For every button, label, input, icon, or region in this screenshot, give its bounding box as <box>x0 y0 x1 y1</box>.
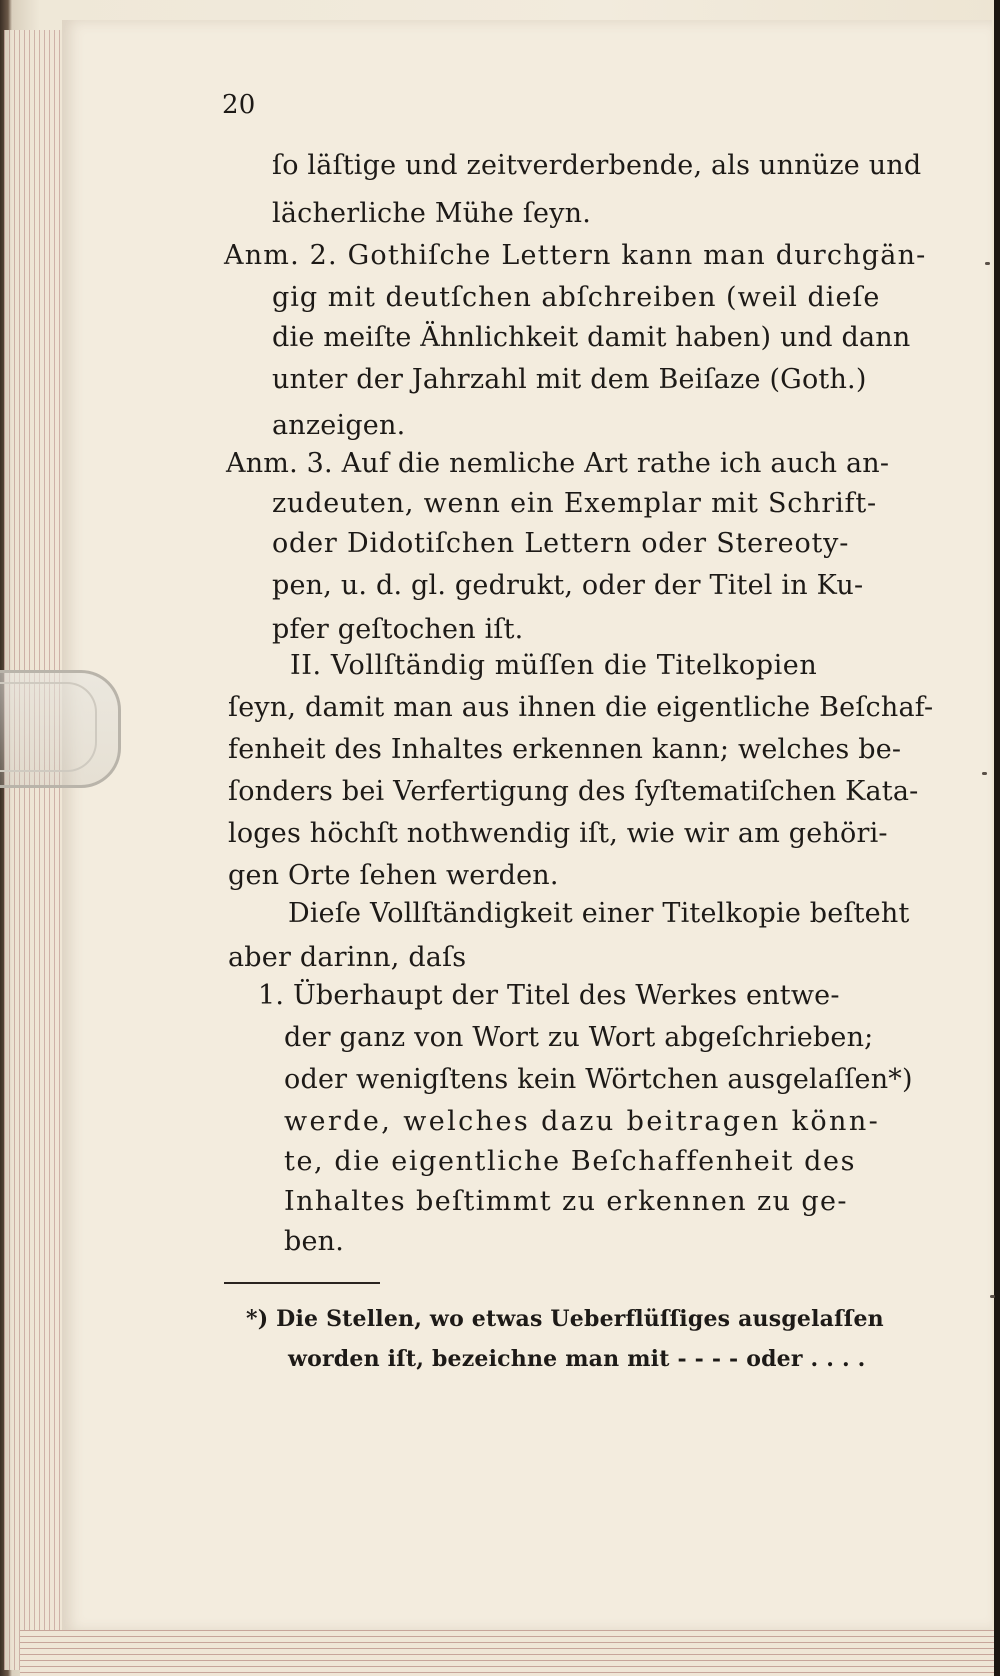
page-edges-bottom <box>20 1630 995 1676</box>
text-line: aber darinn, daſs <box>228 942 467 973</box>
text-line: unter der Jahrzahl mit dem Beiſaze (Goth.) <box>272 364 867 395</box>
text-line: die meiſte Ähnlichkeit damit haben) und dann <box>272 322 911 353</box>
paper-clip-inner <box>0 682 97 772</box>
paper-speck <box>990 1295 995 1298</box>
paper-speck <box>982 772 987 775</box>
text-line: gig mit deutſchen abſchreiben (weil dieſe <box>272 282 881 313</box>
footnote-line: *) Die Stellen, wo etwas Ueberflüſſiges ausgelaſſen <box>246 1306 884 1332</box>
text-line: gen Orte ſehen werden. <box>228 860 559 891</box>
page-edges-left <box>4 30 64 1670</box>
text-line: 1. Überhaupt der Titel des Werkes entwe- <box>258 980 840 1011</box>
text-line: oder wenigſtens kein Wörtchen ausgelaſſen*) <box>284 1064 913 1095</box>
paper-speck <box>985 262 990 265</box>
text-line: Dieſe Vollſtändigkeit einer Titelkopie beſteht <box>288 898 910 929</box>
text-line: loges höchſt nothwendig iſt, wie wir am gehöri- <box>228 818 888 849</box>
text-line: te, die eigentliche Beſchaffenheit des <box>284 1146 857 1177</box>
text-line: Inhaltes beſtimmt zu erkennen zu ge- <box>284 1186 848 1217</box>
text-line: ſo läſtige und zeitverderbende, als unnüze und <box>272 150 922 181</box>
text-line: oder Didotiſchen Lettern oder Stereoty- <box>272 528 850 559</box>
text-line: Anm. 3. Auf die nemliche Art rathe ich auch an- <box>226 448 890 479</box>
text-line: ben. <box>284 1226 345 1257</box>
text-line: fenheit des Inhaltes erkennen kann; welches be- <box>228 734 902 765</box>
footnote-divider <box>224 1282 380 1284</box>
text-line: anzeigen. <box>272 410 406 441</box>
text-line: pfer geſtochen iſt. <box>272 614 524 645</box>
footnote-line: worden iſt, bezeichne man mit - - - - oder . . . . <box>288 1346 866 1372</box>
text-line: lächerliche Mühe ſeyn. <box>272 198 592 229</box>
text-line: II. Vollſtändig müſſen die Titelkopien <box>290 650 818 681</box>
text-line: werde, welches dazu beitragen könn- <box>284 1106 881 1137</box>
text-line: der ganz von Wort zu Wort abgeſchrieben; <box>284 1022 874 1053</box>
text-line: ſeyn, damit man aus ihnen die eigentliche Beſchaf- <box>228 692 934 723</box>
background-edge <box>994 0 1000 1676</box>
text-line: Anm. 2. Gothiſche Lettern kann man durchgän- <box>224 240 927 271</box>
text-line: pen, u. d. gl. gedrukt, oder der Titel in Ku- <box>272 570 864 601</box>
text-line: ſonders bei Verfertigung des ſyſtematiſchen Kata- <box>228 776 919 807</box>
page-number: 20 <box>222 90 256 120</box>
text-line: zudeuten, wenn ein Exemplar mit Schrift- <box>272 488 877 519</box>
